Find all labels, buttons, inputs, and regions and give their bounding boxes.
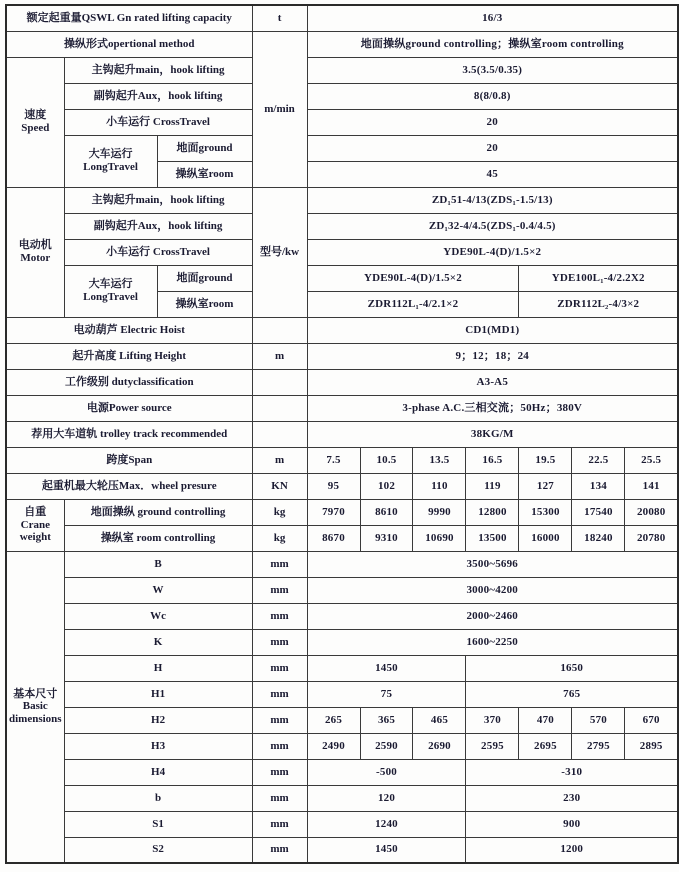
value-power-source: 3-phase A.C.三相交流；50Hz；380V (307, 395, 678, 421)
unit-trolley-track (252, 421, 307, 447)
row-label-power-source: 电源Power source (6, 395, 252, 421)
value-speed-ground: 20 (307, 135, 678, 161)
row-label-speed-long-travel (64, 135, 157, 187)
value-dim-H2-4: 370 (466, 707, 519, 733)
row-label-dim-H4: H4 (64, 759, 252, 785)
value-motor-main-hook: ZD₁51-4/13(ZDS₁-1.5/13) (307, 187, 678, 213)
section-weight-zh: 自重 (24, 506, 47, 519)
value-weight-room-7: 20780 (625, 525, 678, 551)
row-label-dim-B: B (64, 551, 252, 577)
value-dim-S2-right: 1200 (466, 837, 678, 863)
row-label-rated-capacity: 额定起重量QSWL Gn rated lifting capacity (6, 5, 252, 31)
value-wheel-4: 119 (466, 473, 519, 499)
section-motor-zh: 电动机 (18, 239, 52, 252)
value-dim-H1-left: 75 (307, 681, 466, 707)
value-weight-room-4: 13500 (466, 525, 519, 551)
row-label-motor-aux-hook: 副钩起升Aux，hook lifting (64, 213, 252, 239)
row-label-dim-b: b (64, 785, 252, 811)
value-weight-room-6: 18240 (572, 525, 625, 551)
unit-lifting-height: m (252, 343, 307, 369)
row-label-dim-W: W (64, 577, 252, 603)
row-dim-H1 (6, 681, 678, 707)
section-label-motor (6, 187, 64, 317)
value-weight-room-1: 8670 (307, 525, 360, 551)
speed-long-travel-en: LongTravel (83, 161, 138, 173)
value-dim-b-right: 230 (466, 785, 678, 811)
value-dim-H-left: 1450 (307, 655, 466, 681)
unit-rated-capacity: t (252, 5, 307, 31)
unit-weight-room: kg (252, 525, 307, 551)
row-weight-room (6, 525, 678, 551)
row-dim-S2 (6, 837, 678, 863)
value-dim-H2-7: 670 (625, 707, 678, 733)
value-dim-H3-5: 2695 (519, 733, 572, 759)
value-dim-K: 1600~2250 (307, 629, 678, 655)
row-speed-cross-travel (6, 109, 678, 135)
value-motor-ground-right: YDE100L₁-4/2.2X2 (519, 265, 678, 291)
value-trolley-track: 38KG/M (307, 421, 678, 447)
section-label-basic-dimensions (6, 551, 64, 863)
row-label-operation-method: 操纵形式opertional method (6, 31, 252, 57)
value-dim-S1-left: 1240 (307, 811, 466, 837)
value-weight-ground-3: 9990 (413, 499, 466, 525)
unit-dim-Wc: mm (252, 603, 307, 629)
unit-dim-K: mm (252, 629, 307, 655)
value-span-1: 7.5 (307, 447, 360, 473)
row-label-motor-room: 操纵室room (157, 291, 252, 317)
unit-dim-b: mm (252, 785, 307, 811)
value-dim-S1-right: 900 (466, 811, 678, 837)
unit-dim-S2: mm (252, 837, 307, 863)
value-duty-classification: A3-A5 (307, 369, 678, 395)
row-dim-H4 (6, 759, 678, 785)
row-dim-H2 (6, 707, 678, 733)
section-speed-zh: 速度 (24, 109, 47, 122)
value-lifting-height: 9；12；18；24 (307, 343, 678, 369)
row-motor-aux-hook (6, 213, 678, 239)
unit-weight-ground: kg (252, 499, 307, 525)
value-weight-ground-4: 12800 (466, 499, 519, 525)
row-duty-classification (6, 369, 678, 395)
row-label-dim-H1: H1 (64, 681, 252, 707)
row-label-speed-ground: 地面ground (157, 135, 252, 161)
row-electric-hoist (6, 317, 678, 343)
row-motor-main-hook (6, 187, 678, 213)
value-dim-H3-7: 2895 (625, 733, 678, 759)
value-dim-H3-2: 2590 (360, 733, 413, 759)
unit-dim-W: mm (252, 577, 307, 603)
section-speed-en: Speed (21, 122, 50, 134)
value-dim-H-right: 1650 (466, 655, 678, 681)
value-dim-H2-1: 265 (307, 707, 360, 733)
value-electric-hoist: CD1(MD1) (307, 317, 678, 343)
row-label-speed-aux-hook: 副钩起升Aux，hook lifting (64, 83, 252, 109)
row-label-motor-cross-travel: 小车运行 CrossTravel (64, 239, 252, 265)
value-dim-H3-4: 2595 (466, 733, 519, 759)
value-span-4: 16.5 (466, 447, 519, 473)
row-dim-H (6, 655, 678, 681)
value-wheel-3: 110 (413, 473, 466, 499)
value-weight-ground-1: 7970 (307, 499, 360, 525)
value-dim-H4-left: -500 (307, 759, 466, 785)
row-label-motor-ground: 地面ground (157, 265, 252, 291)
value-span-2: 10.5 (360, 447, 413, 473)
row-dim-H3 (6, 733, 678, 759)
value-dim-Wc: 2000~2460 (307, 603, 678, 629)
value-speed-main-hook: 3.5(3.5/0.35) (307, 57, 678, 83)
value-dim-H4-right: -310 (466, 759, 678, 785)
row-label-dim-S1: S1 (64, 811, 252, 837)
value-wheel-5: 127 (519, 473, 572, 499)
unit-electric-hoist (252, 317, 307, 343)
unit-dim-H1: mm (252, 681, 307, 707)
value-dim-b-left: 120 (307, 785, 466, 811)
crane-spec-table (5, 4, 679, 864)
row-power-source (6, 395, 678, 421)
row-motor-long-travel-ground (6, 265, 678, 291)
unit-wheel-pressure: KN (252, 473, 307, 499)
row-wheel-pressure (6, 473, 678, 499)
section-dims-en: Basic dimensions (9, 700, 62, 726)
value-wheel-2: 102 (360, 473, 413, 499)
row-label-duty-classification: 工作级别 dutyclassification (6, 369, 252, 395)
row-label-dim-H3: H3 (64, 733, 252, 759)
row-rated-capacity (6, 5, 678, 31)
unit-dim-H: mm (252, 655, 307, 681)
row-label-electric-hoist: 电动葫芦 Electric Hoist (6, 317, 252, 343)
unit-dim-S1: mm (252, 811, 307, 837)
row-label-lifting-height: 起升高度 Lifting Height (6, 343, 252, 369)
row-label-speed-cross-travel: 小车运行 CrossTravel (64, 109, 252, 135)
row-dim-b (6, 785, 678, 811)
value-dim-H2-6: 570 (572, 707, 625, 733)
section-dims-zh: 基本尺寸 (13, 687, 58, 700)
section-weight-en: Crane weight (19, 518, 51, 544)
value-dim-H2-3: 465 (413, 707, 466, 733)
value-dim-H1-right: 765 (466, 681, 678, 707)
section-label-speed (6, 57, 64, 187)
row-dim-K (6, 629, 678, 655)
section-label-crane-weight (6, 499, 64, 551)
value-dim-H3-3: 2690 (413, 733, 466, 759)
row-label-dim-S2: S2 (64, 837, 252, 863)
value-dim-H2-2: 365 (360, 707, 413, 733)
value-dim-W: 3000~4200 (307, 577, 678, 603)
row-label-motor-main-hook: 主钩起升main，hook lifting (64, 187, 252, 213)
unit-speed: m/min (252, 31, 307, 187)
row-label-dim-H2: H2 (64, 707, 252, 733)
value-rated-capacity: 16/3 (307, 5, 678, 31)
value-weight-ground-2: 8610 (360, 499, 413, 525)
value-motor-aux-hook: ZD₁32-4/4.5(ZDS₁-0.4/4.5) (307, 213, 678, 239)
value-speed-room: 45 (307, 161, 678, 187)
value-wheel-6: 134 (572, 473, 625, 499)
value-span-7: 25.5 (625, 447, 678, 473)
row-speed-long-travel-ground (6, 135, 678, 161)
row-dim-W (6, 577, 678, 603)
unit-power-source (252, 395, 307, 421)
value-weight-room-2: 9310 (360, 525, 413, 551)
row-label-wheel-pressure: 起重机最大轮压Max．wheel presure (6, 473, 252, 499)
speed-long-travel-zh: 大车运行 (88, 148, 133, 161)
motor-long-travel-en: LongTravel (83, 291, 138, 303)
value-weight-ground-6: 17540 (572, 499, 625, 525)
value-dim-B: 3500~5696 (307, 551, 678, 577)
row-dim-S1 (6, 811, 678, 837)
row-span (6, 447, 678, 473)
value-dim-H3-6: 2795 (572, 733, 625, 759)
unit-span: m (252, 447, 307, 473)
row-label-trolley-track: 荐用大车道轨 trolley track recommended (6, 421, 252, 447)
motor-long-travel-zh: 大车运行 (88, 278, 133, 291)
row-label-dim-K: K (64, 629, 252, 655)
section-motor-en: Motor (20, 252, 51, 264)
value-span-5: 19.5 (519, 447, 572, 473)
row-trolley-track (6, 421, 678, 447)
row-dim-Wc (6, 603, 678, 629)
unit-dim-B: mm (252, 551, 307, 577)
value-dim-H2-5: 470 (519, 707, 572, 733)
value-span-6: 22.5 (572, 447, 625, 473)
row-label-dim-H: H (64, 655, 252, 681)
unit-dim-H4: mm (252, 759, 307, 785)
value-dim-S2-left: 1450 (307, 837, 466, 863)
value-dim-H3-1: 2490 (307, 733, 360, 759)
value-motor-ground-left: YDE90L-4(D)/1.5×2 (307, 265, 519, 291)
row-label-dim-Wc: Wc (64, 603, 252, 629)
value-wheel-7: 141 (625, 473, 678, 499)
unit-motor: 型号/kw (252, 187, 307, 317)
value-speed-cross-travel: 20 (307, 109, 678, 135)
row-speed-aux-hook (6, 83, 678, 109)
value-operation-method: 地面操纵ground controlling；操纵室room controlling (307, 31, 678, 57)
row-label-weight-room: 操纵室 room controlling (64, 525, 252, 551)
row-motor-cross-travel (6, 239, 678, 265)
value-weight-room-5: 16000 (519, 525, 572, 551)
row-lifting-height (6, 343, 678, 369)
value-motor-room-left: ZDR112L₁-4/2.1×2 (307, 291, 519, 317)
row-speed-main-hook (6, 57, 678, 83)
value-weight-ground-7: 20080 (625, 499, 678, 525)
value-weight-ground-5: 15300 (519, 499, 572, 525)
row-label-speed-main-hook: 主钩起升main，hook lifting (64, 57, 252, 83)
unit-dim-H2: mm (252, 707, 307, 733)
row-weight-ground (6, 499, 678, 525)
row-label-weight-ground: 地面操纵 ground controlling (64, 499, 252, 525)
value-motor-cross-travel: YDE90L-4(D)/1.5×2 (307, 239, 678, 265)
value-motor-room-right: ZDR112L₂-4/3×2 (519, 291, 678, 317)
row-label-motor-long-travel (64, 265, 157, 317)
value-speed-aux-hook: 8(8/0.8) (307, 83, 678, 109)
row-label-span: 跨度Span (6, 447, 252, 473)
value-weight-room-3: 10690 (413, 525, 466, 551)
value-wheel-1: 95 (307, 473, 360, 499)
row-label-speed-room: 操纵室room (157, 161, 252, 187)
row-dim-B (6, 551, 678, 577)
unit-dim-H3: mm (252, 733, 307, 759)
row-operation-method (6, 31, 678, 57)
value-span-3: 13.5 (413, 447, 466, 473)
unit-duty-classification (252, 369, 307, 395)
